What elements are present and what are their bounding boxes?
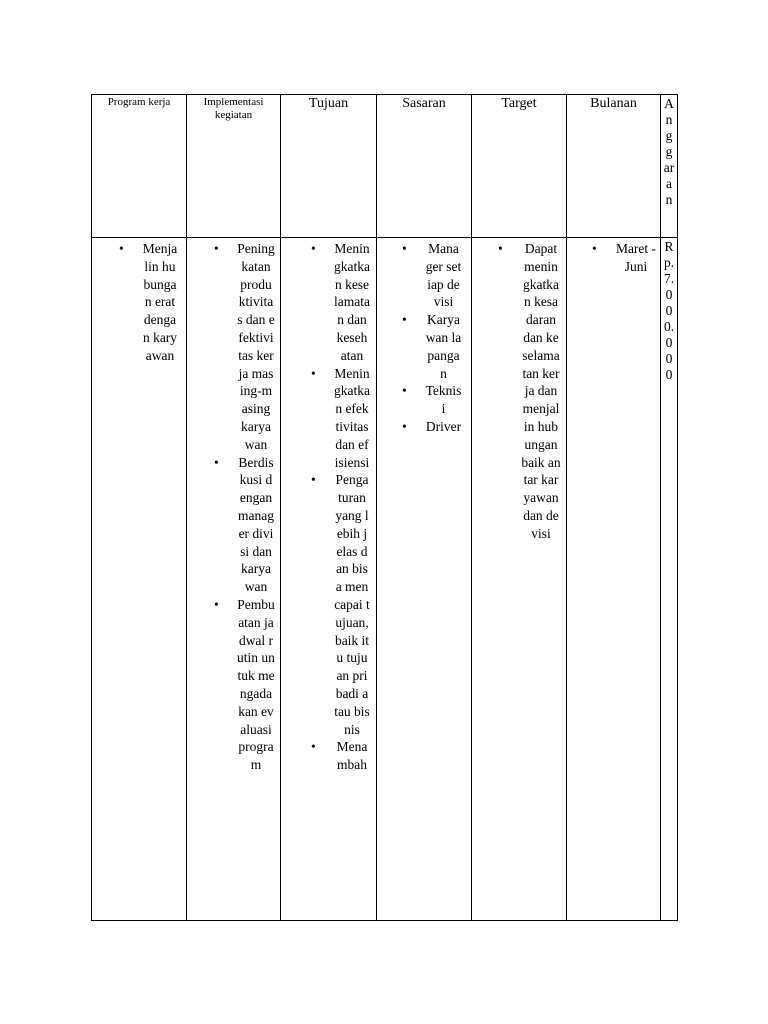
cell-target [472,238,567,921]
cell-implementasi-kegiatan [187,238,281,921]
header-implementasi-kegiatan-label: Implementasi kegiatan [203,96,264,121]
list-item: • Karyawan lapangan [425,311,462,382]
list-item: • Dapat meningkatkan kesadaran dan keselamatan kerja dan menjalin hubungan baik antar karyawan dan devisi [521,240,561,543]
cell-program-kerja [92,238,187,921]
work-program-table [91,94,678,921]
header-anggaran [661,95,678,238]
header-sasaran [377,95,472,238]
header-implementasi-kegiatan [187,95,281,238]
header-row [92,95,678,238]
header-target-label: Target [501,96,537,111]
cell-bulanan [567,238,661,921]
list-item: • Teknisi [425,382,462,418]
list-item: • Pengaturan yang lebih jelas dan bisa mencapai tujuan, baik itu tujuan pribadi atau bisnis [334,471,370,738]
header-program-kerja-label: Program kerja [107,96,171,108]
cell-anggaran [661,238,678,921]
header-program-kerja [92,95,187,238]
list-item: • Driver [425,418,462,436]
list-item: • Meningkatkan keselamatan dan kesehatan [334,240,370,365]
list-item: • Menambah [334,738,370,774]
header-bulanan [567,95,661,238]
cell-tujuan [281,238,377,921]
content-row [92,238,678,921]
list-item: • Pembuatan jadwal rutin untuk mengadakan evaluasi program [237,596,275,774]
list-item: • Maret - Juni [615,240,657,276]
list-item: • Berdiskusi dengan manager divisi dan karyawan [237,454,275,596]
list-item: • Peningkatan produktivitas dan efektivitas kerja masing-masing karyawan [237,240,275,454]
header-anggaran-label: Anggaran [663,96,675,207]
header-target [472,95,567,238]
anggaran-value: Rp. 7.000.000 [663,239,675,382]
cell-sasaran [377,238,472,921]
header-bulanan-label: Bulanan [590,96,637,111]
header-tujuan-label: Tujuan [308,96,349,111]
header-tujuan [281,95,377,238]
list-item: • Meningkatkan efektivitas dan efisiensi [334,365,370,472]
header-sasaran-label: Sasaran [402,96,446,111]
list-item: • Menjalin hubungan erat dengan karyawan [142,240,178,365]
list-item: • Manager setiap devisi [425,240,462,311]
